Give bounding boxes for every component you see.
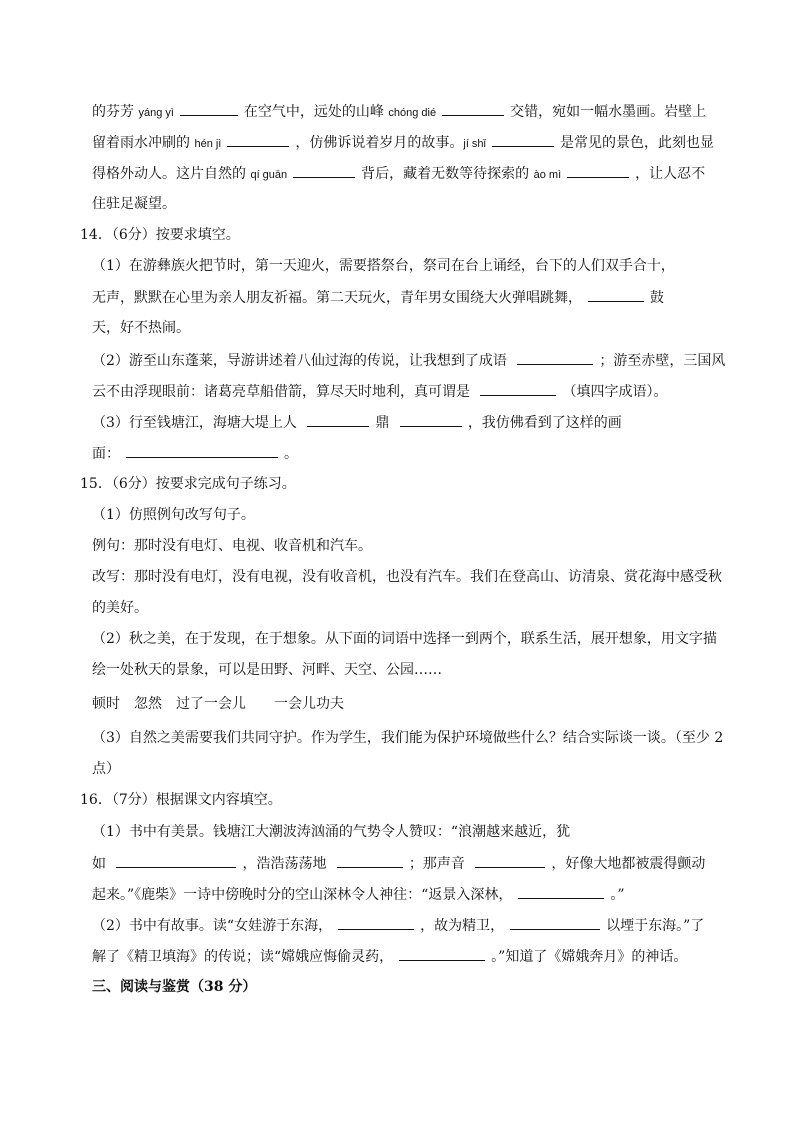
blank-field[interactable]	[475, 854, 545, 868]
question-15-heading: 15．（6分）按要求完成句子练习。	[80, 476, 296, 492]
blank-field[interactable]	[180, 102, 238, 116]
text-line: 的美好。	[92, 600, 148, 616]
text-line: （3）自然之美需要我们共同守护。作为学生，我们能为保护环境做些什么？结合实际谈一谈。（至少 2	[92, 730, 724, 746]
text-line: 如 ，浩浩荡荡地 ；那声音 ，好像大地都被震得颤动	[92, 856, 706, 872]
pinyin: hén jì	[194, 138, 222, 150]
text-line: （3）行至钱塘江，海塘大堤上人 鼎 ，我仿佛看到了这样的画	[92, 415, 622, 431]
blank-field[interactable]	[126, 444, 278, 458]
blank-field[interactable]	[338, 916, 414, 930]
text-line: 例句：那时没有电灯、电视、收音机和汽车。	[92, 538, 372, 554]
text-line: 得格外动人。这片自然的 qí guān 背后，藏着无数等待探索的 ào mì ，让人忍不	[92, 166, 706, 182]
blank-field[interactable]	[517, 351, 593, 365]
text-line: （2）书中有故事。读“女娃游于东海， ，故为精卫， 以堙于东海。”了	[92, 918, 705, 934]
blank-field[interactable]	[442, 102, 504, 116]
text-line: 天，好不热闹。	[92, 320, 190, 336]
word-options: 顿时 忽然 过了一会儿 一会儿功夫	[92, 696, 344, 712]
text-line: 绘一处秋天的景象，可以是田野、河畔、天空、公园……	[92, 662, 442, 678]
text-line: 无声，默默在心里为亲人朋友祈福。第二天玩火，青年男女围绕大火弹唱跳舞， 鼓	[92, 290, 664, 306]
blank-field[interactable]	[399, 947, 485, 961]
text-line: （2）游至山东蓬莱，导游讲述着八仙过海的传说，让我想到了成语 ；游至赤壁，三国风	[92, 353, 726, 369]
blank-field[interactable]	[492, 133, 554, 147]
text-line: 点）	[92, 761, 120, 777]
blank-field[interactable]	[337, 854, 403, 868]
pinyin: chóng dié	[388, 107, 437, 119]
text-line: （1）书中有美景。钱塘江大潮波涛汹涌的气势令人赞叹：“浪潮越来越近，犹	[92, 824, 571, 840]
text-line: 的芬芳 yáng yì 在空气中，远处的山峰 chóng dié 交错，宛如一幅水墨画。岩壁上	[92, 104, 707, 120]
pinyin: yáng yì	[138, 107, 174, 119]
text-line: 起来。”《鹿柴》一诗中傍晚时分的空山深林令人神往：“返景入深林， 。”	[92, 887, 625, 903]
blank-field[interactable]	[510, 916, 600, 930]
blank-field[interactable]	[227, 133, 289, 147]
blank-field[interactable]	[588, 288, 644, 302]
text-line: 住驻足凝望。	[92, 196, 176, 212]
pinyin: qí guān	[250, 169, 288, 181]
blank-field[interactable]	[307, 413, 369, 427]
question-14-heading: 14．（6分）按要求填空。	[80, 227, 240, 243]
blank-field[interactable]	[400, 413, 462, 427]
text-line: （1）仿照例句改写句子。	[92, 507, 255, 523]
text-line: （2）秋之美，在于发现，在于想象。从下面的词语中选择一到两个，联系生活，展开想象，用文字描	[92, 631, 717, 647]
blank-field[interactable]	[518, 885, 604, 899]
question-16-heading: 16．（7分）根据课文内容填空。	[80, 792, 282, 808]
text-line: （1）在游彝族火把节时，第一天迎火，需要搭祭台，祭司在台上诵经，台下的人们双手合十，	[92, 258, 675, 274]
text-line: 改写：那时没有电灯，没有电视，没有收音机，也没有汽车。我们在登高山、访清泉、赏花海中感受秋	[92, 569, 722, 585]
text-line: 解了《精卫填海》的传说；读“嫦娥应悔偷灵药， 。”知道了《嫦娥奔月》的神话。	[92, 949, 688, 965]
section-heading: 三、阅读与鉴赏（38 分）	[92, 979, 257, 995]
pinyin: jí shǐ	[463, 138, 486, 150]
blank-field[interactable]	[116, 854, 236, 868]
pinyin: ào mì	[533, 169, 562, 181]
blank-field[interactable]	[480, 382, 556, 396]
text-line: 面： 。	[92, 446, 298, 462]
text-line: 云不由浮现眼前：诸葛亮草船借箭，算尽天时地利，真可谓是 （填四字成语）。	[92, 384, 668, 400]
blank-field[interactable]	[567, 164, 629, 178]
blank-field[interactable]	[293, 164, 355, 178]
text-line: 留着雨水冲刷的 hén jì ，仿佛诉说着岁月的故事。jí shǐ 是常见的景色，此刻也显	[92, 135, 714, 151]
